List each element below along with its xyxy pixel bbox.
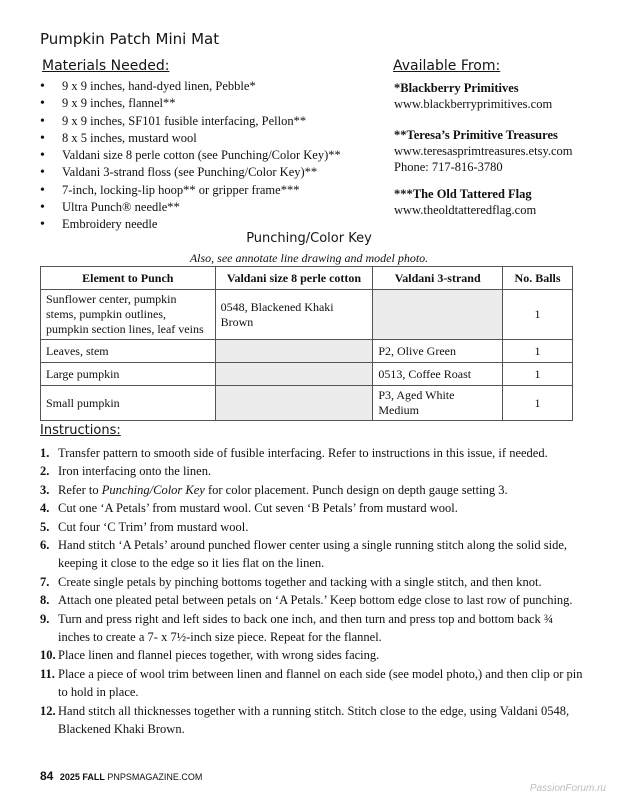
material-item: • 9 x 9 inches, flannel** [40, 95, 341, 112]
table-cell: Sunflower center, pumpkin stems, pumpkin outlines, pumpkin section lines, leaf veins [41, 290, 216, 340]
page-number: 84 [40, 769, 54, 783]
step-text-italic: Punching/Color Key [101, 482, 205, 497]
table-cell: 0548, Blackened Khaki Brown [215, 290, 373, 340]
materials-heading: Materials Needed: [42, 58, 170, 74]
step-number: 10. [40, 648, 56, 663]
table-row [41, 363, 573, 386]
instruction-step [40, 518, 585, 536]
key-heading: Punching/Color Key [246, 231, 372, 246]
material-item: • Embroidery needle [40, 216, 341, 233]
instruction-step [40, 499, 585, 517]
instruction-step [40, 481, 585, 499]
table-row [41, 290, 573, 340]
instruction-step [40, 462, 585, 480]
table-cell-empty [373, 290, 503, 340]
instruction-step [40, 610, 585, 647]
step-number: 3. [40, 482, 50, 497]
source-url: www.theoldtatteredflag.com [394, 203, 537, 217]
source-name: *Blackberry Primitives [394, 81, 519, 95]
table-header-row [41, 267, 573, 290]
material-item: • 7-inch, locking-lip hoop** or gripper frame*** [40, 182, 341, 199]
instruction-step [40, 665, 585, 702]
table-cell: 0513, Coffee Roast [373, 363, 503, 386]
step-text: Place a piece of wool trim between linen and flannel on each side (see model photo,) and then clip or pin to hold in place. [58, 666, 583, 700]
step-number: 9. [40, 611, 50, 626]
materials-list [40, 78, 341, 234]
step-text: Place linen and flannel pieces together, with wrong sides facing. [58, 648, 380, 663]
color-key-table [40, 266, 573, 421]
step-text: Cut one ‘A Petals’ from mustard wool. Cut seven ‘B Petals’ from mustard wool. [58, 501, 458, 516]
step-number: 5. [40, 519, 50, 534]
step-number: 6. [40, 538, 50, 553]
step-text: Iron interfacing onto the linen. [58, 464, 212, 479]
watermark: PassionForum.ru [529, 783, 606, 794]
page-title: Pumpkin Patch Mini Mat [40, 30, 220, 48]
instruction-step [40, 444, 585, 462]
column-header: Element to Punch [41, 267, 216, 290]
table-cell: 1 [503, 363, 573, 386]
table-cell: Leaves, stem [41, 340, 216, 363]
source-name: ***The Old Tattered Flag [394, 187, 532, 201]
table-cell: P2, Olive Green [373, 340, 503, 363]
table-cell: 1 [503, 290, 573, 340]
source-url: www.blackberryprimitives.com [394, 97, 553, 111]
instructions-list [40, 444, 585, 739]
column-header: Valdani size 8 perle cotton [215, 267, 373, 290]
table-cell-empty [215, 340, 373, 363]
instruction-step [40, 591, 585, 609]
column-header: No. Balls [503, 267, 573, 290]
instruction-step [40, 702, 585, 739]
source-old-tattered-flag [394, 186, 536, 218]
magazine-site: PNPSMAGAZINE.COM [107, 772, 203, 782]
instruction-step [40, 536, 585, 573]
step-number: 2. [40, 464, 50, 479]
table-row [41, 386, 573, 421]
material-item: • 8 x 5 inches, mustard wool [40, 130, 341, 147]
material-item: • 9 x 9 inches, hand-dyed linen, Pebble* [40, 78, 341, 95]
step-text: Refer to [58, 482, 102, 497]
table-cell: Small pumpkin [41, 386, 216, 421]
step-text: Hand stitch all thicknesses together with a running stitch. Stitch close to the edge, using Valdani 0548, Blackened Khaki Brown. [58, 703, 570, 737]
material-item: • Valdani size 8 perle cotton (see Punching/Color Key)** [40, 147, 341, 164]
table-cell: P3, Aged White Medium [373, 386, 503, 421]
step-number: 12. [40, 703, 56, 718]
source-phone: Phone: 717-816-3780 [394, 160, 503, 174]
key-note: Also, see annotate line drawing and model photo. [189, 251, 429, 265]
available-heading: Available From: [393, 58, 501, 74]
instruction-step [40, 646, 585, 664]
column-header: Valdani 3-strand [373, 267, 503, 290]
step-text: Hand stitch ‘A Petals’ around punched flower center using a single running stitch along the solid side, keeping it close to the edge so it lies flat on the linen. [58, 538, 568, 571]
material-item: • 9 x 9 inches, SF101 fusible interfacing, Pellon** [40, 113, 341, 130]
page-footer [40, 769, 202, 783]
step-number: 8. [40, 593, 50, 608]
issue-season: 2025 FALL [59, 772, 105, 782]
step-text: for color placement. Punch design on depth gauge setting 3. [204, 482, 508, 497]
table-cell-empty [215, 386, 373, 421]
step-text: Turn and press right and left sides to back one inch, and then turn and press top and bottom back ¾ inches to create a 7- x 7½-inch size piece. Repeat for the flannel. [58, 611, 554, 645]
step-number: 11. [40, 666, 55, 681]
step-text: Transfer pattern to smooth side of fusible interfacing. Refer to instructions in this issue, if needed. [58, 446, 548, 460]
step-text: Cut four ‘C Trim’ from mustard wool. [58, 519, 249, 534]
source-name: **Teresa’s Primitive Treasures [394, 128, 558, 142]
instruction-step [40, 573, 585, 591]
instructions-heading: Instructions: [40, 423, 121, 438]
material-item: • Ultra Punch® needle** [40, 199, 341, 216]
step-number: 1. [40, 446, 50, 460]
table-cell: 1 [503, 386, 573, 421]
table-cell: 1 [503, 340, 573, 363]
table-cell-empty [215, 363, 373, 386]
material-item: • Valdani 3-strand floss (see Punching/Color Key)** [40, 164, 341, 181]
source-blackberry [394, 80, 552, 112]
step-text: Create single petals by pinching bottoms together and tacking with a single stitch, and then knot. [58, 574, 542, 589]
source-url: www.teresasprimtreasures.etsy.com [394, 144, 573, 158]
step-number: 4. [40, 501, 50, 516]
table-cell: Large pumpkin [41, 363, 216, 386]
step-text: Attach one pleated petal between petals on ‘A Petals.’ Keep bottom edge close to last row of punching. [58, 593, 573, 608]
step-number: 7. [40, 574, 50, 589]
table-row [41, 340, 573, 363]
source-teresa [394, 127, 573, 175]
